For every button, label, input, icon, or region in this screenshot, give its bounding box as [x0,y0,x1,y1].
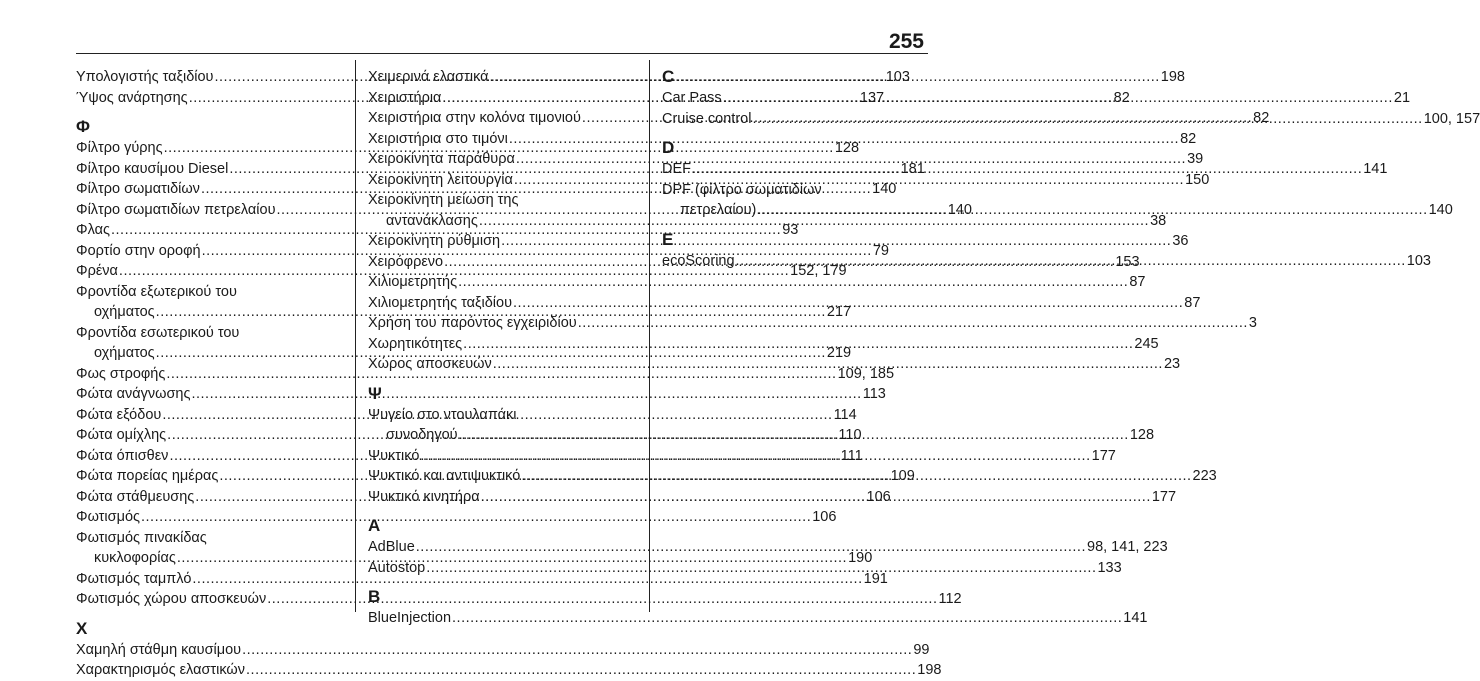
dot-leader [242,640,912,661]
index-letter-heading: B [368,587,381,606]
index-entry [76,384,886,405]
dot-leader [757,200,1427,221]
index-entry-pages: 114 [833,406,857,423]
index-entry-term: Autostop [368,559,426,576]
index-entry-term: Χειριστήρια στο τιμόνι [368,130,508,147]
index-entry-pages: 217 [826,304,852,320]
index-entry-pages: 109 [890,468,915,484]
index-letter-heading: A [368,516,381,535]
index-entry-pages: 113 [862,386,886,402]
dot-leader [481,487,1151,508]
index-entry-term: πετρελαίου) [680,202,757,218]
index-entry-pages: 23 [1163,356,1181,372]
index-entry-term: Ψυκτικό και αντιψυκτικό [368,468,521,484]
index-entry-term-line: Ψυγείο στο ντουλαπάκι [368,406,517,423]
index-entry-pages: 198 [1160,69,1185,85]
index-entry-pages: 109, 185 [837,365,895,382]
index-entry-term: Ψυκτικό κινητήρα [368,488,480,505]
index-entry-term: Car Pass [662,90,722,106]
index-entry-term: Ψυκτικό [368,447,420,464]
index-entry-pages: 223 [1192,468,1217,484]
index-entry-term: Φορτίο στην οροφή [76,242,201,259]
dot-leader [493,354,1163,375]
dot-leader [416,537,1086,558]
index-letter-heading: Φ [76,117,90,136]
dot-leader [458,272,1128,293]
index-entry-pages: 190 [848,550,873,566]
index-entry-pages: 141 [1363,161,1388,177]
index-entry-term-line: Χειροκίνητη μείωση της [368,192,519,208]
index-entry-pages: 177 [1151,488,1177,505]
index-entry-pages: 128 [1129,427,1155,443]
index-entry-term: οχήματος [94,345,155,361]
index-entry-term: Φώτα στάθμευσης [76,488,195,505]
index-entry-pages: 103 [885,69,910,85]
index-entry-term: Cruise control [662,110,752,127]
index-entry-pages: 93 [782,222,799,238]
index-entry-term: Φωτισμός χώρου αποσκευών [76,591,267,607]
index-entry-pages: 36 [1172,233,1189,249]
dot-leader [723,88,1393,109]
index-entry [76,507,837,528]
index-entry [368,608,1148,629]
index-entry-pages: 140 [872,181,897,197]
index-entry-term-line: Φροντίδα εσωτερικού του [76,324,240,341]
dot-leader [692,159,1362,180]
index-entry-term: Φως στροφής [76,365,166,382]
index-entry-pages: 141 [1123,610,1148,626]
index-entry-pages: 198 [917,662,942,678]
dot-leader [246,660,916,681]
index-entry-term-line: Φροντίδα εξωτερικού του [76,283,237,300]
index-entry-pages: 133 [1097,559,1122,576]
index-letter-heading: D [662,138,675,157]
index-entry-term: Χαρακτηρισμός ελαστικών [76,662,246,678]
index-entry-term: Φίλτρο καυσίμου Diesel [76,160,229,177]
index-entry-term: Χειριστήρια στην κολόνα τιμονιού [368,110,581,126]
index-entry-term: Φωτισμός ταμπλό [76,570,192,587]
index-letter-heading: E [662,229,674,249]
index-entry-pages: 82 [1113,89,1130,106]
index-entry [368,272,1146,293]
index-entry [76,569,888,590]
index-entry-term: Φίλτρο γύρης [76,140,163,156]
index-entry-term: αντανάκλασης [386,212,478,229]
index-entry-term-line: Φωτισμός πινακίδας [76,529,207,546]
index-entry-pages: 100, 157 [1423,110,1480,127]
index-entry [368,313,1257,334]
dot-leader [736,251,1406,272]
dot-leader [752,109,1422,130]
dot-leader [521,466,1191,487]
index-entry-pages: 150 [1185,171,1210,188]
index-entry-term: κυκλοφορίας [94,550,176,566]
index-entry-term: BlueInjection [368,610,452,626]
index-entry-term: Φώτα όπισθεν [76,447,169,464]
index-entry-term: Χιλιομετρητής [368,274,458,290]
index-entry-pages: 128 [834,140,860,156]
index-entry-pages: 153 [1115,253,1140,270]
index-letter-heading: Ψ [368,383,382,403]
index-entry-term: Χρήση του παρόντος εγχειριδίου [368,315,577,331]
index-entry-pages: 82 [1253,110,1270,126]
index-entry-pages: 21 [1393,90,1411,106]
index-entry-pages: 112 [938,591,962,607]
index-entry-pages: 106 [866,488,891,505]
index-entry-pages: 82 [1180,130,1197,147]
index-entry-pages: 111 [840,447,863,464]
header-rule [76,53,928,54]
index-entry-term-line: DPF (φίλτρο σωματιδίων [662,181,822,198]
index-entry [76,589,962,610]
dot-leader [463,334,1133,355]
dot-leader [578,313,1248,334]
index-entry-term: οχήματος [94,304,155,320]
index-entry-term: Ύψος ανάρτησης [76,89,188,106]
index-entry-term: Φίλτρο σωματιδίων [76,181,200,197]
page-number: 255 [888,30,924,53]
index-entry [76,660,942,681]
index-entry-pages: 152, 179 [790,263,847,279]
index-entry-pages: 140 [1428,202,1453,218]
index-entry-term: Φίλτρο σωματιδίων πετρελαίου [76,201,276,218]
index-letter-heading: C [662,67,675,86]
index-entry-pages: 177 [1091,447,1116,464]
index-entry-pages: 245 [1134,335,1159,352]
index-entry-term: Χειροκίνητα παράθυρα [368,151,515,167]
index-entry-pages: 87 [1184,294,1201,311]
index-entry-term: Φώτα εξόδου [76,406,162,423]
index-entry-pages: 39 [1187,151,1204,167]
index-entry-term: Χειροκίνητη ρύθμιση [368,233,501,249]
index-entry-pages: 79 [872,242,889,259]
index-entry-pages: 140 [947,201,972,218]
index-entry-term: Φρένα [76,263,118,279]
dot-leader [426,558,1096,579]
index-entry-pages: 181 [900,160,925,177]
index-entry-pages: 87 [1129,274,1146,290]
index-entry-term: Χειροκίνητη λειτουργία [368,171,513,188]
dot-leader [459,425,1129,446]
index-entry-term: Χωρητικότητες [368,335,463,352]
index-entry-pages: 110 [838,427,862,443]
index-letter-heading: Χ [76,618,88,638]
index-entry-term: Χιλιομετρητής ταξιδίου [368,294,513,311]
index-entry-term: Χώρος αποσκευών [368,356,492,372]
index-entry-term: Χαμηλή στάθμη καυσίμου [76,641,242,658]
dot-leader [452,608,1122,629]
dot-leader [513,293,1183,314]
index-entry-pages: 106 [812,509,837,525]
dot-leader [420,446,1090,467]
index-entry-term: Χειριστήρια [368,89,442,106]
index-entry-term: Φώτα ανάγνωσης [76,386,191,402]
index-entry-term: Φώτα πορείας ημέρας [76,468,219,484]
index-entry-pages: 137 [859,89,885,106]
index-entry-term: DEF [662,161,691,177]
index-entry-pages: 99 [913,641,930,658]
index-entry-term: Χειμερινά ελαστικά [368,69,489,85]
index-entry-term: AdBlue [368,539,415,555]
index-entry-term: Φώτα ομίχλης [76,427,167,443]
index-entry-pages: 3 [1248,315,1257,331]
index-entry [76,640,930,661]
index-entry-term: Υπολογιστής ταξιδίου [76,69,214,85]
index-entry-pages: 219 [826,345,852,361]
index-entry-pages: 98, 141, 223 [1087,539,1168,555]
index-entry-pages: 38 [1150,212,1167,229]
index-entry-term: Χειρόφρενο [368,253,444,270]
index-entry-term: Φωτισμός [76,509,140,525]
index-entry-term: ecoScoring [662,252,735,269]
index-entry-pages: 103 [1406,252,1431,269]
index-entry-pages: 191 [863,570,888,587]
index-entry-term: Φλας [76,222,110,238]
index-entry-term: συνοδηγού [386,427,458,443]
